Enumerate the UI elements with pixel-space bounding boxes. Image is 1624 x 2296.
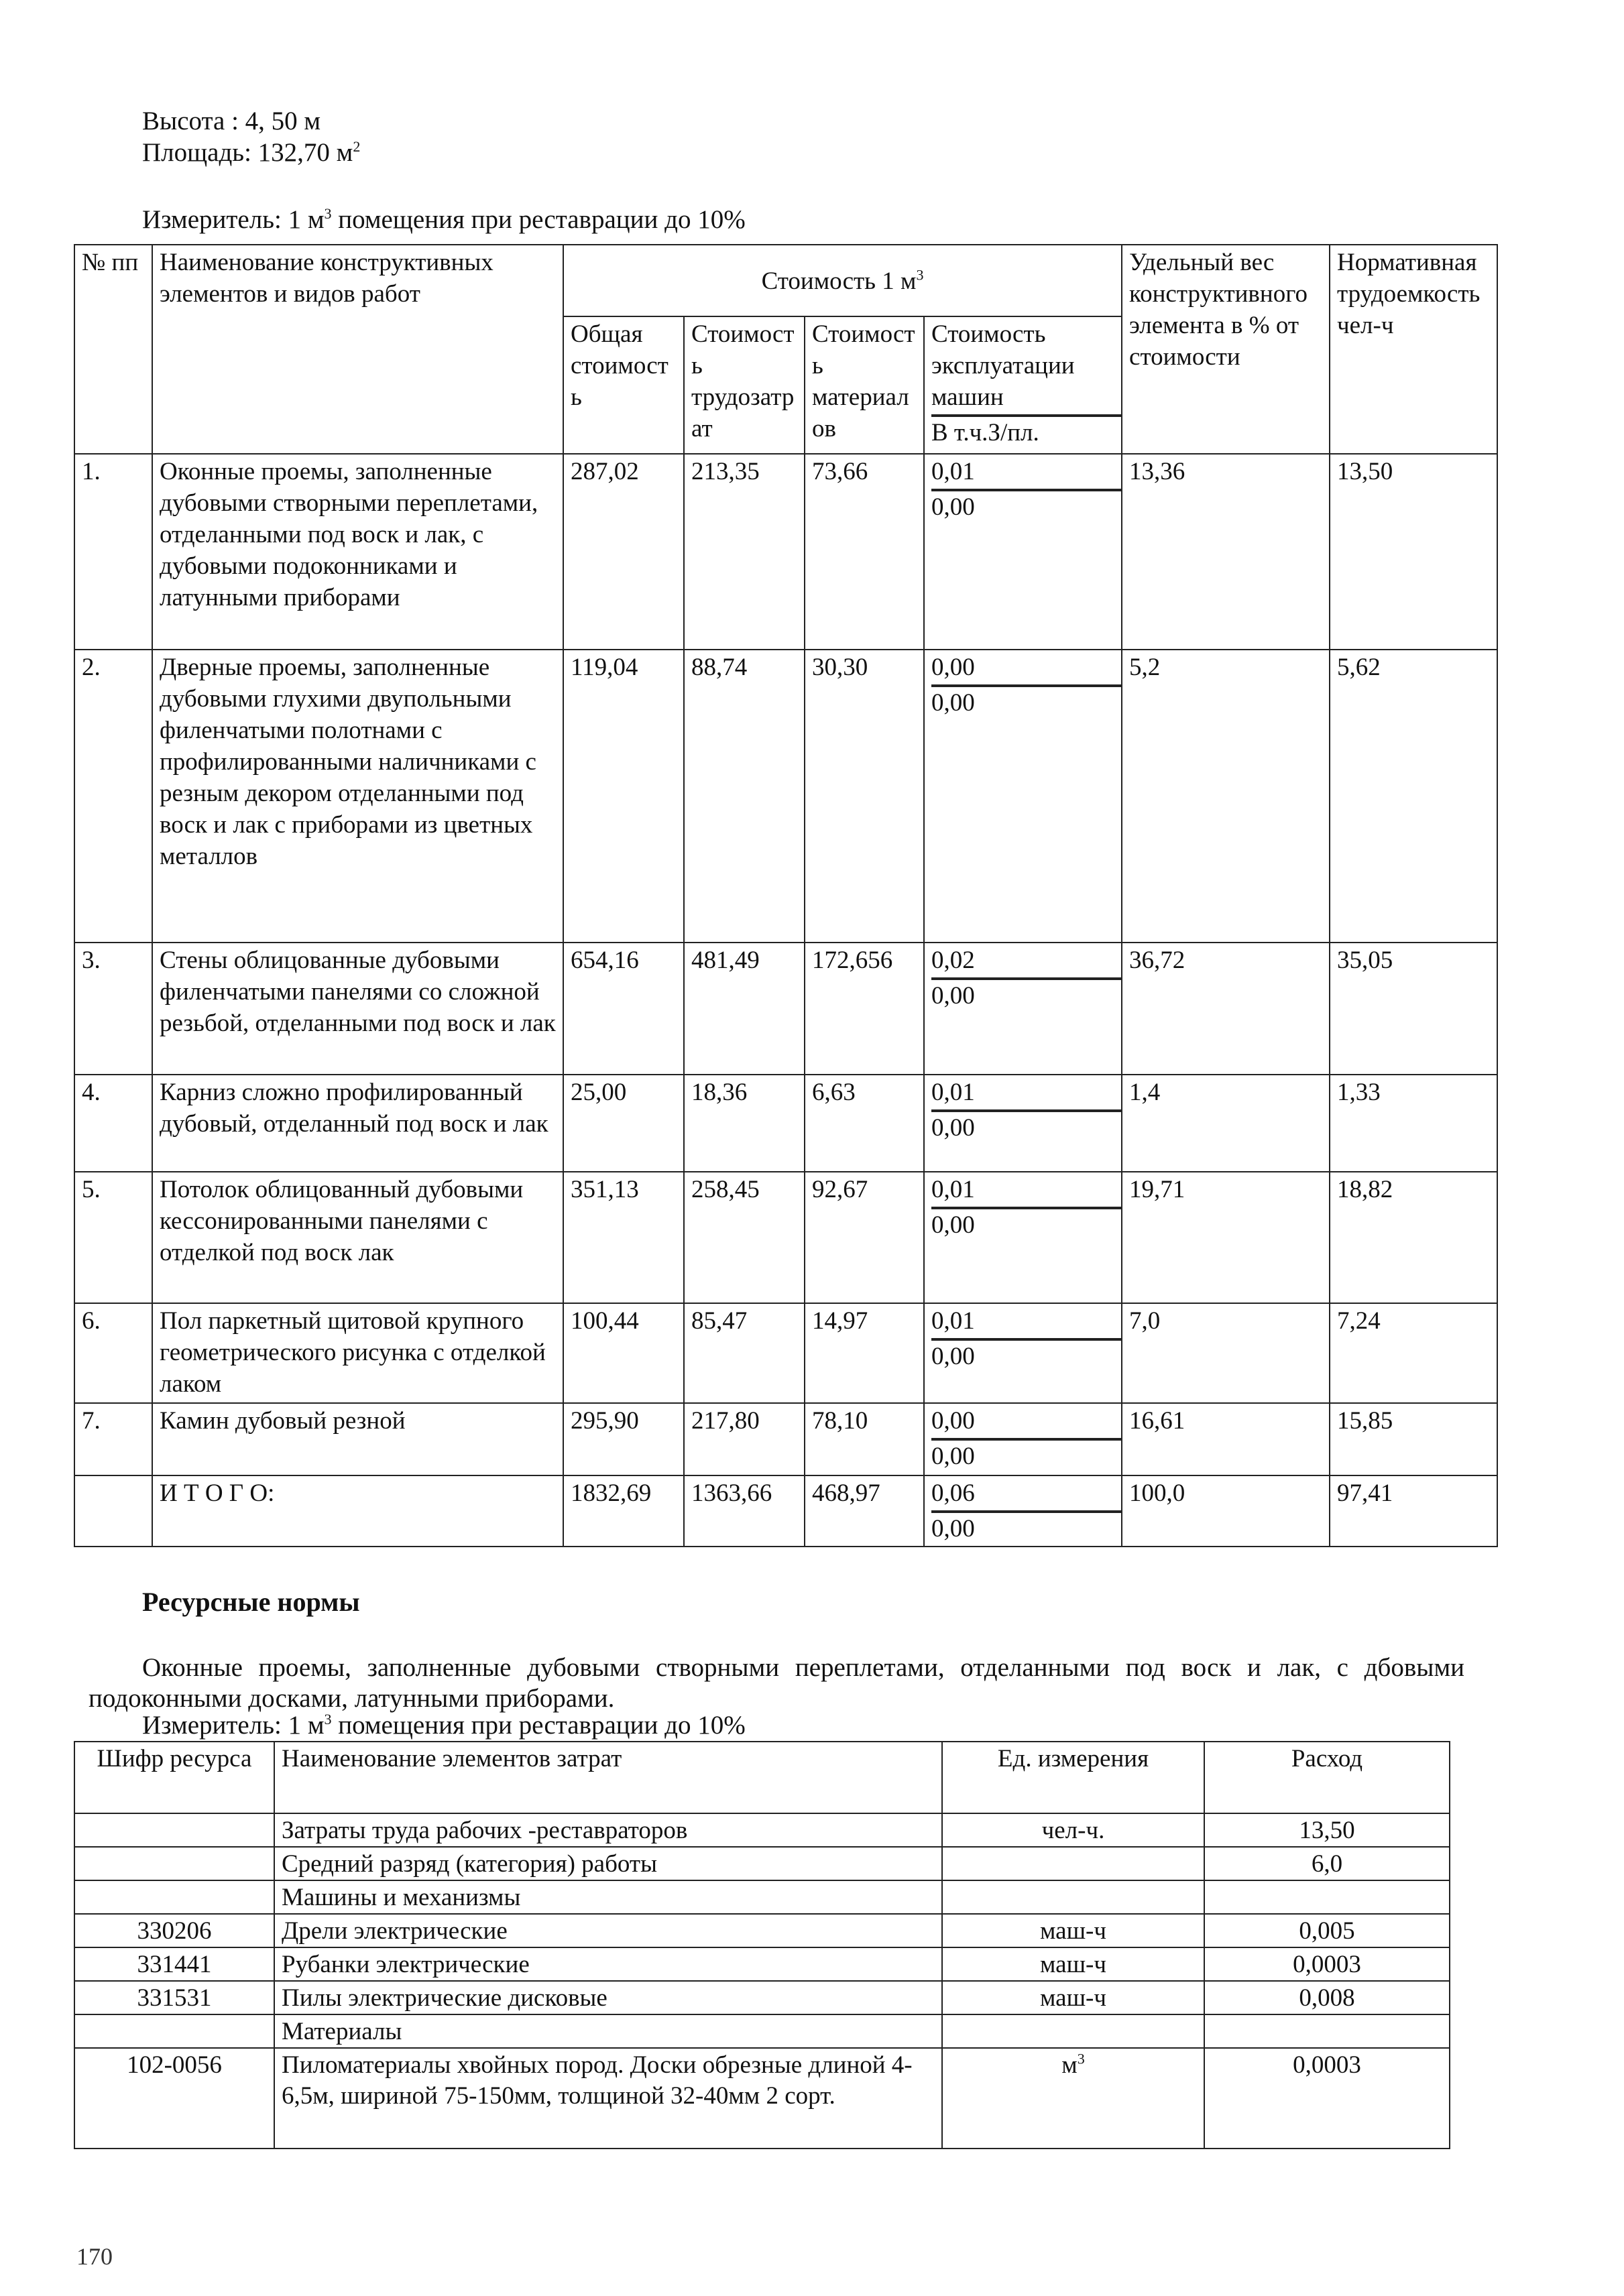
- row-code: 102-0056: [74, 2048, 274, 2149]
- row-labor: 217,80: [684, 1403, 805, 1475]
- table-row: [74, 1303, 1497, 1403]
- row-norm: 5,62: [1330, 650, 1497, 943]
- row-amount: 0,0003: [1204, 2048, 1450, 2149]
- row-amount: 0,0003: [1204, 1947, 1450, 1981]
- header-cost: Стоимость 1 $м^3$: [563, 245, 1122, 316]
- table-row: [74, 1847, 1450, 1880]
- area-line: Площадь: 132,70 $м^2$: [142, 138, 361, 167]
- table-row: [74, 1172, 1497, 1303]
- header-num: № пп: [74, 245, 152, 454]
- row-share: 7,0: [1122, 1303, 1330, 1403]
- table-row: [74, 2048, 1450, 2149]
- total-total: 1832,69: [563, 1475, 684, 1547]
- row-amount: 13,50: [1204, 1813, 1450, 1847]
- row-share: 36,72: [1122, 943, 1330, 1075]
- total-machines: 0,06 0,00: [924, 1475, 1122, 1547]
- table-row: [74, 650, 1497, 943]
- row-machines: 0,01 0,00: [924, 1303, 1122, 1403]
- row-cost-name: Материалы: [274, 2014, 942, 2048]
- row-amount: [1204, 2014, 1450, 2048]
- row-code: 331441: [74, 1947, 274, 1981]
- row-code: [74, 1880, 274, 1914]
- cost-table: [74, 244, 1498, 1547]
- row-unit: маш-ч: [942, 1947, 1204, 1981]
- row-cost-name: Пиломатериалы хвойных пород. Доски обрезные длиной 4-6,5м, шириной 75-150мм, толщиной 32-40мм 2 сорт.: [274, 2048, 942, 2149]
- header-norm: Нормативная трудоемкость чел-ч: [1330, 245, 1497, 454]
- row-material: 30,30: [805, 650, 924, 943]
- row-total: 25,00: [563, 1075, 684, 1172]
- total-labor: 1363,66: [684, 1475, 805, 1547]
- table-row: [74, 1914, 1450, 1947]
- row-material: 78,10: [805, 1403, 924, 1475]
- row-unit: $м^3$: [942, 2048, 1204, 2149]
- row-material: 172,656: [805, 943, 924, 1075]
- row-total: 351,13: [563, 1172, 684, 1303]
- meter-line-2: Измеритель: 1 $м^3$ помещения при реставрации до 10%: [142, 1711, 746, 1740]
- row-num: 4.: [74, 1075, 152, 1172]
- row-norm: 13,50: [1330, 454, 1497, 650]
- row-name: Оконные проемы, заполненные дубовыми створными переплетами, отделанными под воск и лак, с дубовыми подоконниками и латунными приборами: [152, 454, 563, 650]
- row-norm: 1,33: [1330, 1075, 1497, 1172]
- row-total: 287,02: [563, 454, 684, 650]
- row-code: 331531: [74, 1981, 274, 2014]
- row-machines: 0,00 0,00: [924, 650, 1122, 943]
- row-norm: 7,24: [1330, 1303, 1497, 1403]
- row-cost-name: Дрели электрические: [274, 1914, 942, 1947]
- total-row: [74, 1475, 1497, 1547]
- row-machines: 0,01 0,00: [924, 454, 1122, 650]
- row-num: 1.: [74, 454, 152, 650]
- table-row: [74, 1075, 1497, 1172]
- row-unit: [942, 1880, 1204, 1914]
- row-cost-name: Пилы электрические дисковые: [274, 1981, 942, 2014]
- resource-paragraph: Оконные проемы, заполненные дубовыми створными переплетами, отделанными под воск и лак, с дбовыми подоконными досками, латунными приборами.: [89, 1653, 1464, 1713]
- row-name: Пол паркетный щитовой крупного геометрического рисунка с отделкой лаком: [152, 1303, 563, 1403]
- row-labor: 18,36: [684, 1075, 805, 1172]
- row-cost-name: Затраты труда рабочих -реставраторов: [274, 1813, 942, 1847]
- row-material: 73,66: [805, 454, 924, 650]
- row-unit: [942, 2014, 1204, 2048]
- row-amount: 6,0: [1204, 1847, 1450, 1880]
- header-share: Удельный вес конструктивного элемента в % от стоимости: [1122, 245, 1330, 454]
- row-total: 295,90: [563, 1403, 684, 1475]
- row-norm: 15,85: [1330, 1403, 1497, 1475]
- row-name: Камин дубовый резной: [152, 1403, 563, 1475]
- header-unit: Ед. измерения: [942, 1742, 1204, 1813]
- row-material: 14,97: [805, 1303, 924, 1403]
- table-row: [74, 1981, 1450, 2014]
- page-number: 170: [76, 2243, 113, 2270]
- row-unit: маш-ч: [942, 1981, 1204, 2014]
- row-num: 6.: [74, 1303, 152, 1403]
- row-material: 92,67: [805, 1172, 924, 1303]
- row-labor: 481,49: [684, 943, 805, 1075]
- row-unit: [942, 1847, 1204, 1880]
- table-row: [74, 2014, 1450, 2048]
- row-share: 1,4: [1122, 1075, 1330, 1172]
- row-total: 654,16: [563, 943, 684, 1075]
- header-code: Шифр ресурса: [74, 1742, 274, 1813]
- row-labor: 85,47: [684, 1303, 805, 1403]
- row-num: 5.: [74, 1172, 152, 1303]
- table-row: [74, 1813, 1450, 1847]
- row-num: 7.: [74, 1403, 152, 1475]
- table-row: [74, 1403, 1497, 1475]
- row-name: Дверные проемы, заполненные дубовыми глухими двупольными филенчатыми полотнами с профилированными наличниками с резным декором отделанными под воск и лак с приборами из цветных металлов: [152, 650, 563, 943]
- table-row: [74, 943, 1497, 1075]
- total-material: 468,97: [805, 1475, 924, 1547]
- header-cost-name: Наименование элементов затрат: [274, 1742, 942, 1813]
- row-amount: [1204, 1880, 1450, 1914]
- row-unit: чел-ч.: [942, 1813, 1204, 1847]
- row-name: Карниз сложно профилированный дубовый, отделанный под воск и лак: [152, 1075, 563, 1172]
- row-amount: 0,008: [1204, 1981, 1450, 2014]
- header-labor: Стоимость трудозатрат: [684, 316, 805, 454]
- row-norm: 18,82: [1330, 1172, 1497, 1303]
- row-amount: 0,005: [1204, 1914, 1450, 1947]
- header-name: Наименование конструктивных элементов и видов работ: [152, 245, 563, 454]
- row-cost-name: Машины и механизмы: [274, 1880, 942, 1914]
- row-share: 13,36: [1122, 454, 1330, 650]
- total-norm: 97,41: [1330, 1475, 1497, 1547]
- total-num: [74, 1475, 152, 1547]
- resource-table: [74, 1741, 1450, 2149]
- row-machines: 0,00 0,00: [924, 1403, 1122, 1475]
- row-share: 5,2: [1122, 650, 1330, 943]
- row-share: 16,61: [1122, 1403, 1330, 1475]
- row-code: 330206: [74, 1914, 274, 1947]
- height-line: Высота : 4, 50 м: [142, 107, 321, 135]
- row-code: [74, 1813, 274, 1847]
- row-num: 2.: [74, 650, 152, 943]
- row-share: 19,71: [1122, 1172, 1330, 1303]
- row-labor: 88,74: [684, 650, 805, 943]
- row-num: 3.: [74, 943, 152, 1075]
- row-cost-name: Средний разряд (категория) работы: [274, 1847, 942, 1880]
- row-cost-name: Рубанки электрические: [274, 1947, 942, 1981]
- row-machines: 0,02 0,00: [924, 943, 1122, 1075]
- total-share: 100,0: [1122, 1475, 1330, 1547]
- header-machines: Стоимость эксплуатации машин В т.ч.З/пл.: [924, 316, 1122, 454]
- table-row: [74, 1880, 1450, 1914]
- row-unit: маш-ч: [942, 1914, 1204, 1947]
- row-material: 6,63: [805, 1075, 924, 1172]
- row-machines: 0,01 0,00: [924, 1172, 1122, 1303]
- row-name: Потолок облицованный дубовыми кессонированными панелями с отделкой под воск лак: [152, 1172, 563, 1303]
- row-name: Стены облицованные дубовыми филенчатыми панелями со сложной резьбой, отделанными под воск и лак: [152, 943, 563, 1075]
- row-total: 119,04: [563, 650, 684, 943]
- row-labor: 213,35: [684, 454, 805, 650]
- row-labor: 258,45: [684, 1172, 805, 1303]
- table-row: [74, 454, 1497, 650]
- meter-line: Измеритель: 1 $м^3$ помещения при реставрации до 10%: [142, 205, 746, 234]
- table-row: [74, 1947, 1450, 1981]
- header-amount: Расход: [1204, 1742, 1450, 1813]
- row-norm: 35,05: [1330, 943, 1497, 1075]
- total-label: И Т О Г О:: [152, 1475, 563, 1547]
- row-machines: 0,01 0,00: [924, 1075, 1122, 1172]
- header-total: Общая стоимость: [563, 316, 684, 454]
- row-total: 100,44: [563, 1303, 684, 1403]
- header-material: Стоимость материалов: [805, 316, 924, 454]
- row-code: [74, 1847, 274, 1880]
- section-heading: Ресурсные нормы: [142, 1587, 360, 1617]
- row-code: [74, 2014, 274, 2048]
